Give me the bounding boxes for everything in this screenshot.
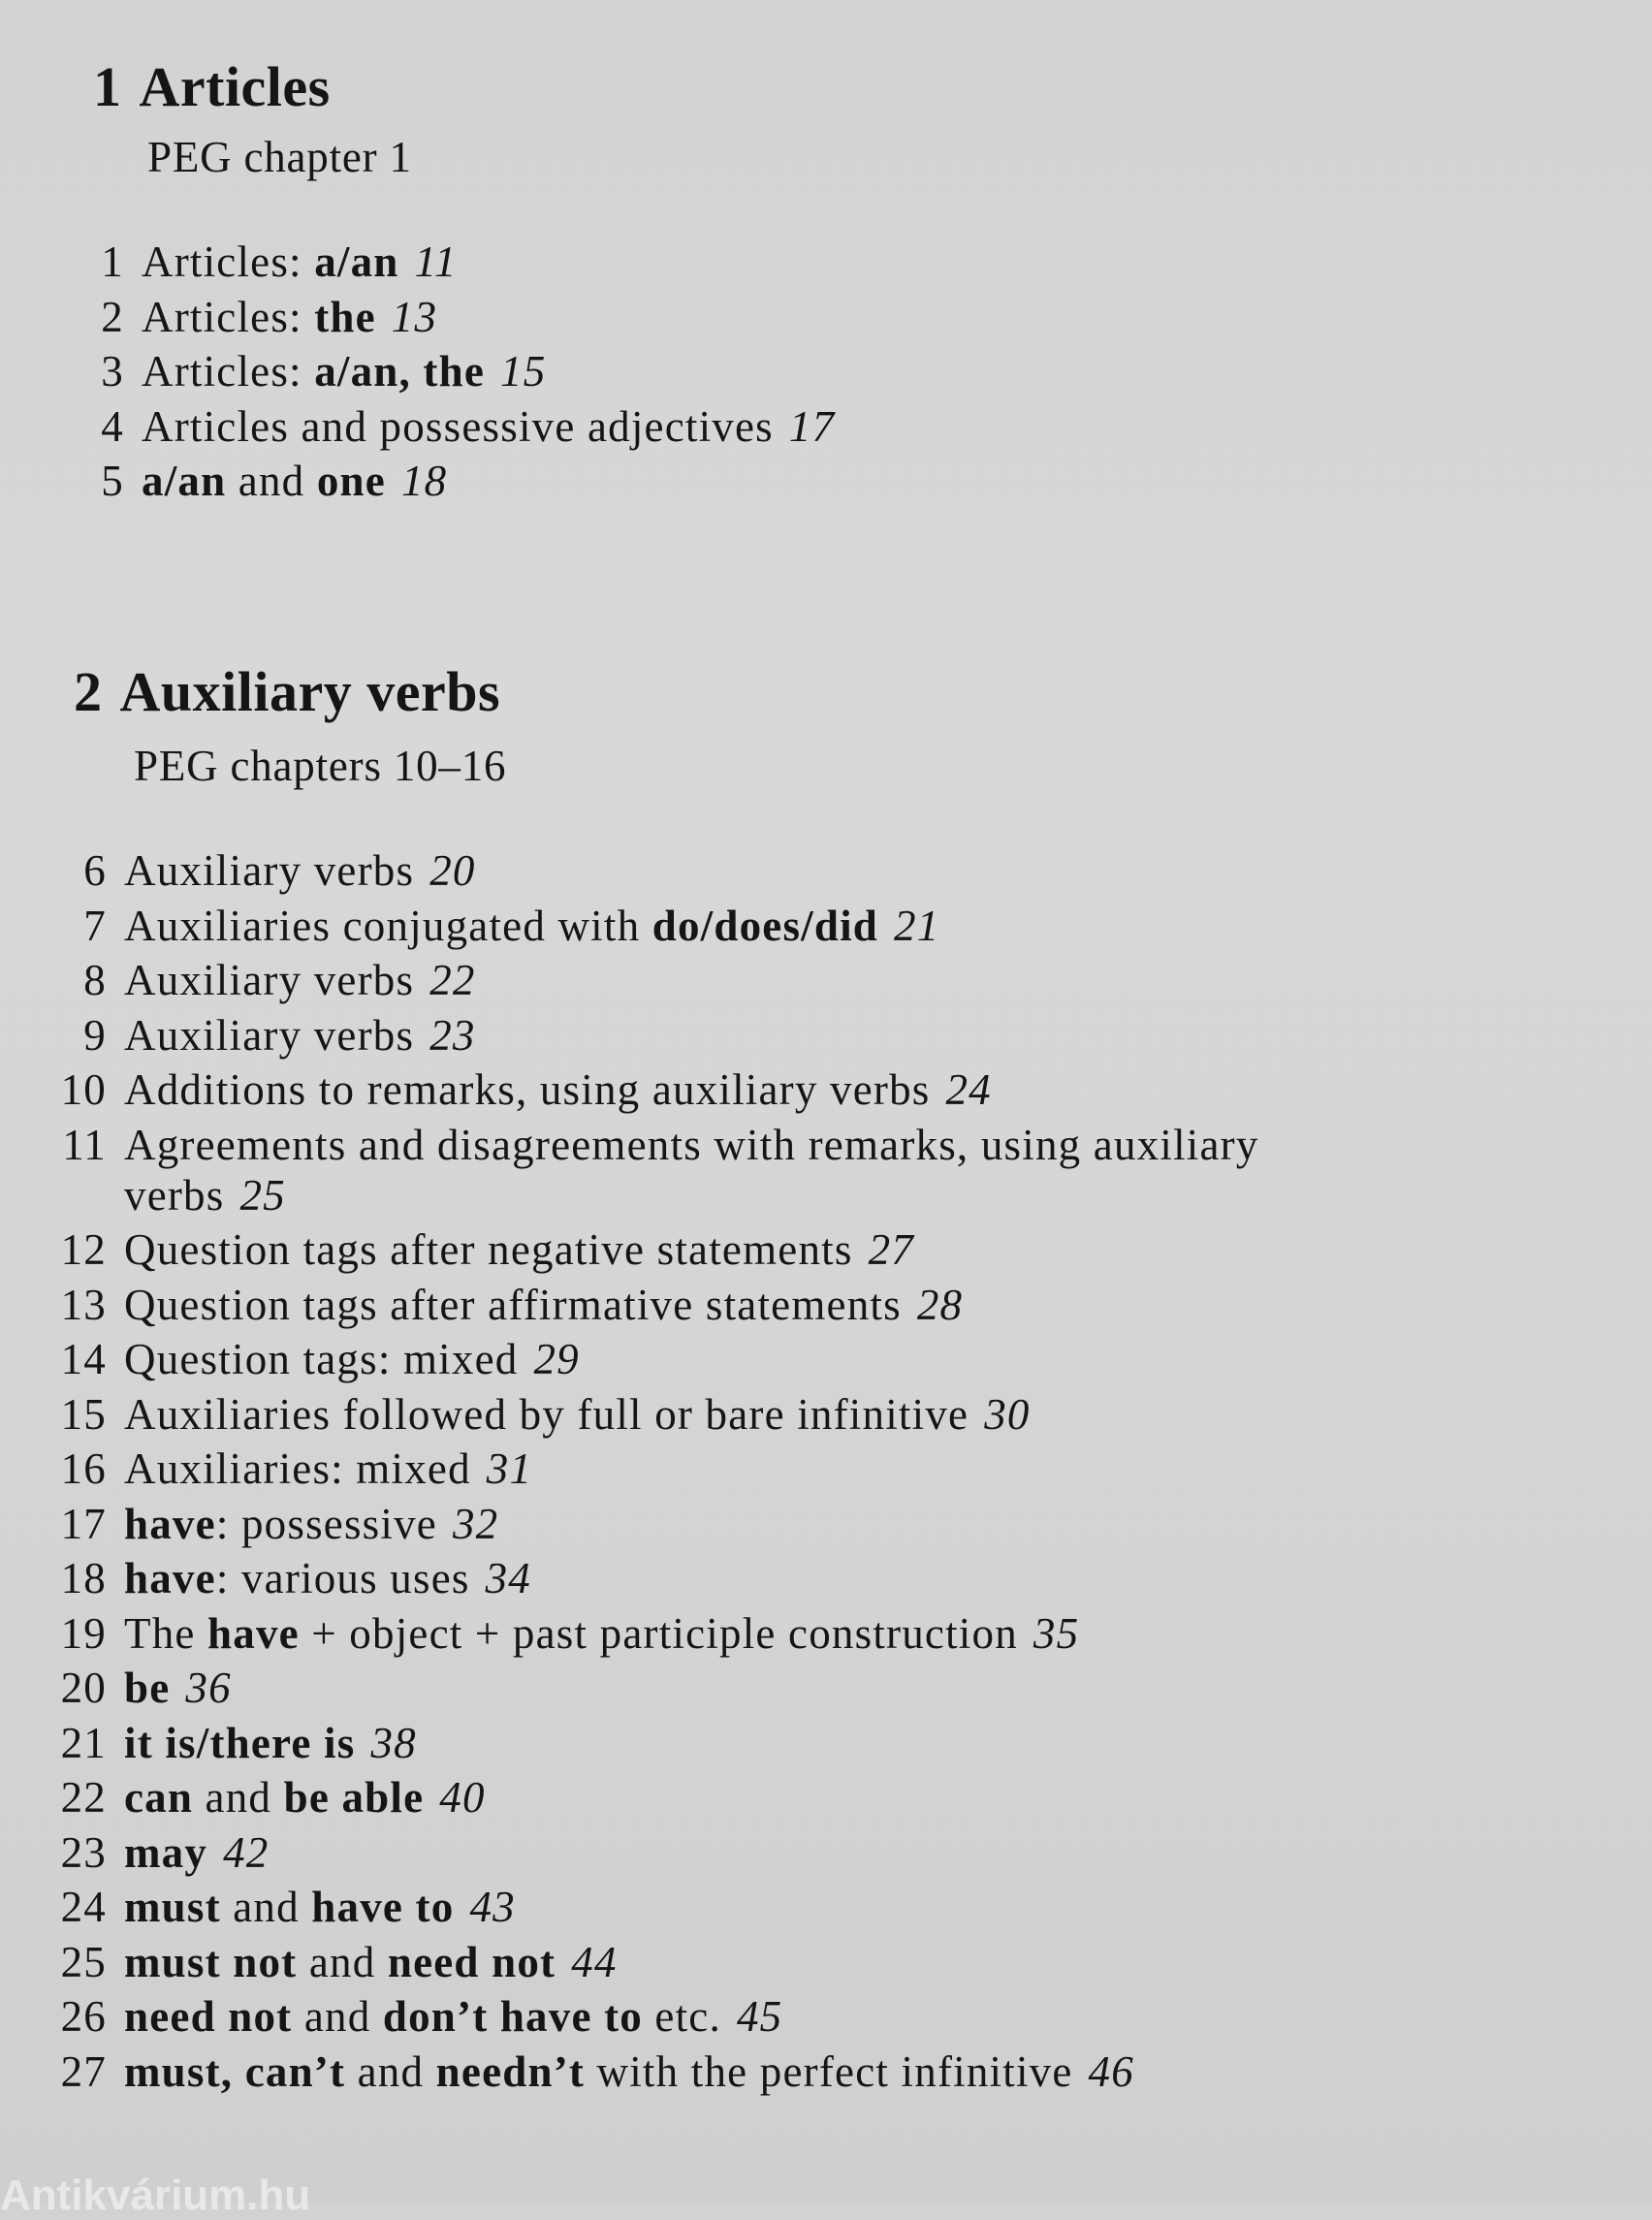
bold-term: may bbox=[124, 1827, 208, 1877]
toc-entry[interactable] bbox=[60, 1280, 964, 1330]
toc-entry[interactable] bbox=[60, 2046, 1134, 2097]
entry-title bbox=[124, 1554, 470, 1602]
page-number: 46 bbox=[1088, 2046, 1134, 2096]
toc-entry[interactable] bbox=[60, 1663, 232, 1713]
entry-number: 17 bbox=[60, 1499, 107, 1548]
toc-entry[interactable] bbox=[83, 955, 476, 1005]
toc-entry[interactable] bbox=[60, 1064, 992, 1115]
bold-term: have to bbox=[311, 1883, 455, 1931]
entry-number: 7 bbox=[83, 901, 107, 950]
bold-term: one bbox=[316, 457, 386, 505]
bold-term: need not bbox=[387, 1937, 556, 1986]
entry-number: 4 bbox=[101, 401, 124, 451]
bold-term: can bbox=[124, 1773, 194, 1822]
entry-title bbox=[124, 1390, 969, 1439]
title-text: : possessive bbox=[215, 1499, 437, 1548]
page-number: 13 bbox=[391, 292, 438, 341]
title-text: Agreements and disagreements with remarks, using auxiliary bbox=[124, 1120, 1259, 1169]
bold-term: must, can’t bbox=[124, 2046, 346, 2096]
bold-term: do/does/did bbox=[651, 901, 879, 950]
toc-entry[interactable] bbox=[101, 237, 458, 287]
page-number: 29 bbox=[533, 1335, 580, 1383]
title-text: and bbox=[226, 457, 317, 505]
bold-term: have bbox=[207, 1608, 300, 1658]
entry-title bbox=[142, 293, 376, 341]
title-text: Auxiliaries followed by full or bare infinitive bbox=[124, 1389, 969, 1439]
title-text: Auxiliary verbs bbox=[124, 956, 415, 1004]
bold-term: have bbox=[124, 1499, 216, 1548]
entry-number: 2 bbox=[101, 292, 124, 341]
entry-number: 1 bbox=[101, 238, 124, 286]
page-number: 31 bbox=[486, 1444, 533, 1493]
toc-entry[interactable] bbox=[83, 845, 476, 896]
section-title: Auxiliary verbs bbox=[119, 660, 501, 723]
page-number: 43 bbox=[469, 1883, 516, 1931]
entry-title bbox=[124, 1609, 1018, 1658]
page-number: 17 bbox=[788, 401, 836, 451]
page-number: 40 bbox=[439, 1773, 486, 1822]
toc-entry[interactable] bbox=[101, 346, 547, 396]
entry-number: 11 bbox=[62, 1120, 107, 1169]
entry-number: 3 bbox=[101, 347, 124, 396]
entry-number: 24 bbox=[60, 1883, 107, 1931]
bold-term: needn’t bbox=[435, 2046, 586, 2096]
page-number: 21 bbox=[894, 901, 940, 950]
entry-title bbox=[124, 1225, 853, 1274]
page-number: 45 bbox=[736, 1992, 783, 2041]
page-number: 27 bbox=[868, 1225, 914, 1274]
bold-term: be able bbox=[283, 1773, 425, 1822]
entry-title bbox=[124, 956, 414, 1004]
bold-term: a/an bbox=[142, 457, 227, 505]
page-number: 20 bbox=[429, 846, 476, 895]
bold-term: it is/there is bbox=[124, 1718, 356, 1767]
title-text: etc. bbox=[642, 1992, 721, 2041]
toc-entry[interactable] bbox=[60, 1718, 417, 1768]
entry-title bbox=[124, 1444, 471, 1493]
entry-title bbox=[124, 846, 414, 895]
entry-number: 15 bbox=[60, 1389, 107, 1439]
entry-title bbox=[142, 457, 386, 505]
entry-title bbox=[124, 1938, 556, 1986]
section-number: 1 bbox=[93, 55, 122, 118]
toc-entry[interactable] bbox=[60, 1389, 1031, 1440]
entry-number: 26 bbox=[60, 1992, 107, 2041]
page-number: 34 bbox=[485, 1554, 531, 1602]
entry-number: 14 bbox=[60, 1335, 107, 1383]
title-text: Additions to remarks, using auxiliary verbs bbox=[124, 1065, 931, 1114]
entry-title bbox=[142, 347, 485, 396]
page-number: 11 bbox=[414, 238, 458, 286]
page-number: 32 bbox=[452, 1499, 499, 1548]
toc-entry[interactable] bbox=[60, 1553, 531, 1603]
page-number: 35 bbox=[1032, 1608, 1080, 1658]
page-number: 36 bbox=[185, 1664, 232, 1712]
toc-entry[interactable] bbox=[83, 1010, 476, 1061]
title-text: Auxiliaries conjugated with bbox=[124, 901, 652, 950]
entry-number: 6 bbox=[83, 846, 107, 895]
toc-entry[interactable] bbox=[60, 1882, 516, 1932]
toc-entry[interactable] bbox=[83, 901, 940, 951]
toc-entry[interactable] bbox=[62, 1120, 1259, 1221]
toc-entry[interactable] bbox=[60, 1224, 914, 1275]
page-number: 15 bbox=[500, 347, 547, 396]
title-text: with the perfect infinitive bbox=[585, 2046, 1073, 2096]
title-text: Articles and possessive adjectives bbox=[142, 401, 774, 451]
entry-title bbox=[124, 1719, 355, 1767]
page-number: 30 bbox=[984, 1389, 1031, 1439]
entry-number: 13 bbox=[60, 1280, 107, 1329]
entry-title bbox=[124, 1121, 1259, 1169]
toc-entry[interactable] bbox=[60, 1772, 486, 1823]
entry-title bbox=[124, 1065, 930, 1114]
bold-term: be bbox=[124, 1664, 171, 1712]
title-text: and bbox=[297, 1937, 388, 1986]
page-number: 42 bbox=[223, 1827, 270, 1877]
entry-title bbox=[124, 1828, 207, 1877]
entry-title bbox=[124, 2047, 1073, 2096]
title-text: verbs bbox=[124, 1170, 225, 1220]
toc-entry[interactable] bbox=[60, 1937, 618, 1987]
entry-title bbox=[124, 1500, 437, 1548]
bold-term: a/an bbox=[314, 238, 399, 286]
toc-entry[interactable] bbox=[101, 292, 438, 342]
title-text: Question tags after negative statements bbox=[124, 1225, 853, 1274]
entry-title bbox=[124, 902, 878, 950]
entry-number: 23 bbox=[60, 1827, 107, 1877]
title-text: : various uses bbox=[215, 1554, 470, 1602]
entry-number: 25 bbox=[60, 1937, 107, 1986]
title-text: and bbox=[345, 2046, 436, 2096]
toc-entry[interactable] bbox=[101, 401, 836, 452]
entry-title bbox=[124, 1281, 902, 1329]
entry-number: 20 bbox=[60, 1664, 107, 1712]
page-number: 24 bbox=[945, 1065, 992, 1114]
entry-title bbox=[124, 1883, 454, 1931]
entry-title bbox=[142, 238, 399, 286]
entry-number: 10 bbox=[60, 1065, 107, 1114]
page-number: 23 bbox=[429, 1010, 476, 1060]
title-text: and bbox=[220, 1883, 312, 1931]
title-text: Articles: bbox=[142, 238, 315, 286]
section-1-heading bbox=[93, 54, 331, 119]
entry-title bbox=[124, 1335, 518, 1383]
entry-title bbox=[124, 1773, 424, 1822]
title-text: Question tags after affirmative statements bbox=[124, 1280, 902, 1329]
title-text: and bbox=[193, 1773, 284, 1822]
entry-number: 22 bbox=[60, 1773, 107, 1822]
entry-title bbox=[124, 1011, 414, 1060]
section-1-reference: PEG chapter 1 bbox=[147, 133, 412, 181]
page-number: 18 bbox=[400, 457, 448, 505]
entry-number: 5 bbox=[101, 457, 124, 505]
title-text: Articles: bbox=[142, 292, 315, 341]
entry-number: 12 bbox=[60, 1225, 107, 1274]
title-text: and bbox=[292, 1992, 383, 2041]
bold-term: a/an, the bbox=[314, 347, 486, 396]
title-text: The bbox=[124, 1608, 208, 1658]
toc-entry[interactable] bbox=[60, 1827, 270, 1878]
entry-number: 18 bbox=[60, 1554, 107, 1602]
section-title: Articles bbox=[139, 55, 331, 118]
entry-title bbox=[124, 1992, 721, 2041]
toc-entry[interactable] bbox=[60, 1499, 499, 1549]
bold-term: have bbox=[124, 1554, 216, 1602]
page-number: 22 bbox=[429, 956, 476, 1004]
watermark: Antikvárium.hu bbox=[0, 2172, 311, 2219]
entry-title bbox=[124, 1664, 170, 1712]
entry-number: 21 bbox=[60, 1718, 107, 1767]
bold-term: must bbox=[124, 1883, 221, 1931]
section-2-reference: PEG chapters 10–16 bbox=[134, 742, 507, 790]
page-number: 28 bbox=[916, 1280, 964, 1329]
entry-title-continuation bbox=[124, 1171, 224, 1220]
toc-entry[interactable] bbox=[60, 1443, 533, 1494]
bold-term: must not bbox=[124, 1937, 298, 1986]
title-text: Question tags: mixed bbox=[124, 1335, 519, 1383]
entry-number: 9 bbox=[83, 1010, 107, 1060]
section-number: 2 bbox=[74, 660, 103, 723]
toc-entry[interactable] bbox=[60, 1334, 580, 1384]
page-number: 38 bbox=[370, 1718, 417, 1767]
entry-number: 8 bbox=[83, 956, 107, 1004]
section-2-heading bbox=[74, 659, 500, 724]
bold-term: need not bbox=[124, 1992, 293, 2041]
bold-term: don’t have to bbox=[382, 1992, 643, 2041]
bold-term: the bbox=[314, 292, 376, 341]
entry-number: 16 bbox=[60, 1444, 107, 1493]
title-text: Auxiliary verbs bbox=[124, 846, 415, 895]
page-number: 44 bbox=[571, 1937, 618, 1986]
title-text: Auxiliary verbs bbox=[124, 1010, 415, 1060]
entry-number: 27 bbox=[60, 2046, 107, 2096]
page-number: 25 bbox=[239, 1170, 286, 1220]
title-text: Articles: bbox=[142, 347, 315, 396]
title-text: Auxiliaries: mixed bbox=[124, 1444, 471, 1493]
toc-entry[interactable] bbox=[60, 1608, 1080, 1659]
toc-entry[interactable] bbox=[101, 456, 448, 506]
toc-entry[interactable] bbox=[60, 1991, 783, 2042]
entry-title bbox=[142, 402, 774, 451]
entry-number: 19 bbox=[60, 1608, 107, 1658]
title-text: + object + past participle construction bbox=[299, 1608, 1018, 1658]
